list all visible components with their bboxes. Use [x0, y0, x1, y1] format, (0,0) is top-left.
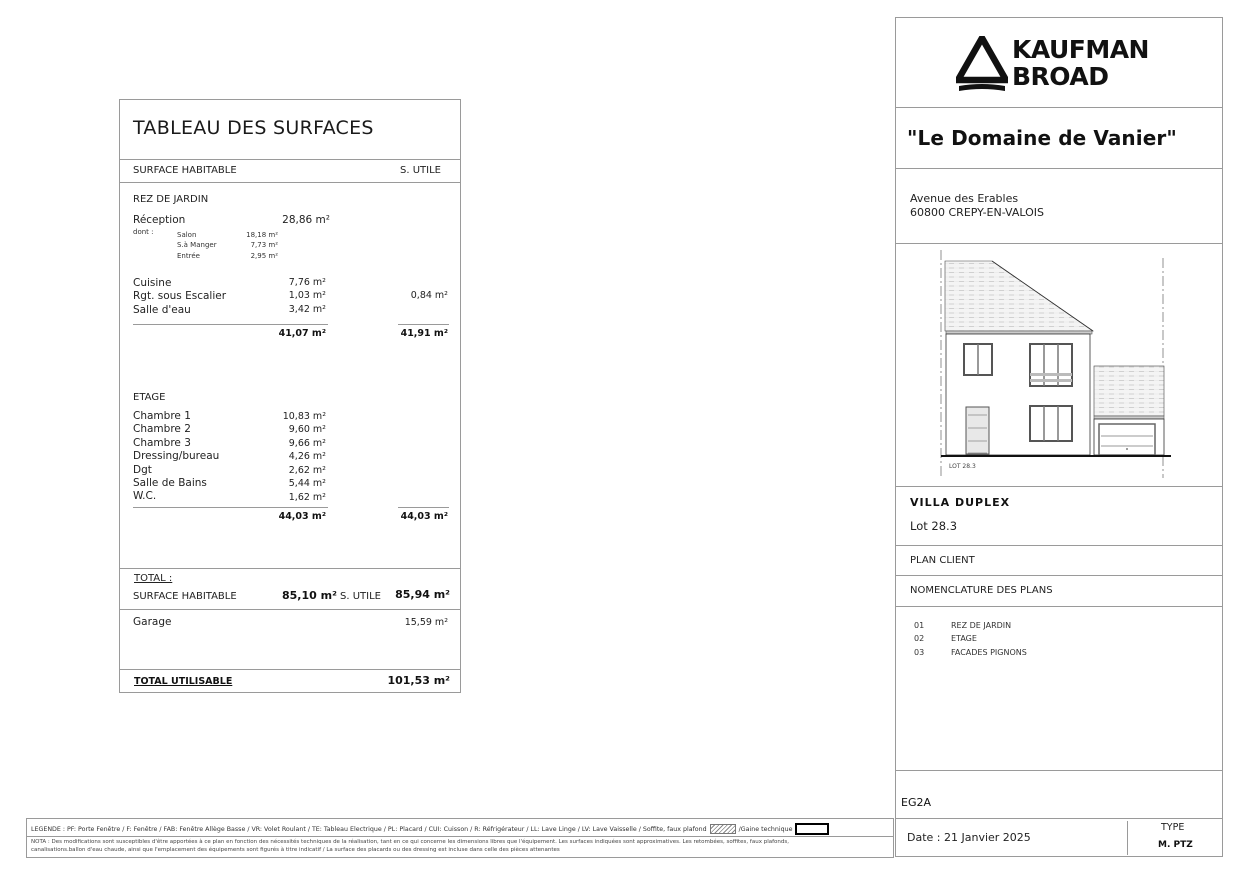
divider — [896, 770, 1222, 771]
header-surface-habitable: SURFACE HABITABLE — [133, 165, 237, 176]
hatch-swatch-icon — [710, 824, 736, 834]
surfaces-title: TABLEAU DES SURFACES — [133, 117, 374, 139]
surfaces-table — [119, 99, 461, 693]
divider — [120, 669, 460, 670]
title-block — [895, 17, 1223, 857]
room-value: 9,66 m² — [288, 438, 326, 449]
divider — [896, 243, 1222, 244]
sub-item-value: 2,95 m² — [250, 252, 278, 260]
nota-line2: canalisations.ballon d'eau chaude, ainsi que l'emplacement des équipements sont figurés à titre indicatif / La surface des placards ou des dressing est incluse dans celle des pièces attenantes — [31, 846, 560, 853]
sub-item-label: S.à Manger — [177, 241, 217, 249]
subtotal-habitable-rdj: 41,07 m² — [278, 328, 326, 339]
room-label: Dgt — [133, 464, 152, 476]
room-label: Chambre 1 — [133, 410, 191, 422]
divider — [896, 486, 1222, 487]
lot-number: Lot 28.3 — [910, 519, 958, 533]
subtotal-rule — [398, 324, 449, 325]
divider — [1127, 821, 1128, 855]
total-label: TOTAL : — [134, 573, 173, 584]
facade-drawing — [932, 246, 1192, 482]
divider — [896, 545, 1222, 546]
total-utile-value: 85,94 m² — [395, 588, 450, 601]
divider — [120, 609, 460, 610]
subtotal-rule — [133, 324, 328, 325]
reception-value: 28,86 m² — [282, 214, 330, 226]
room-label: Chambre 2 — [133, 423, 191, 435]
subtotal-utile-etage: 44,03 m² — [400, 511, 448, 522]
sub-item-value: 18,18 m² — [246, 231, 278, 239]
sub-item-value: 7,73 m² — [250, 241, 278, 249]
room-value: 7,76 m² — [288, 277, 326, 288]
villa-type: VILLA DUPLEX — [910, 496, 1011, 509]
sub-item-label: Entrée — [177, 252, 200, 260]
facade-lot-label: LOT 28.3 — [949, 463, 976, 470]
room-value: 2,62 m² — [288, 465, 326, 476]
nomenclature-num: 01 — [914, 621, 925, 630]
legend-line — [31, 823, 829, 835]
divider — [896, 606, 1222, 607]
room-value: 10,83 m² — [282, 411, 326, 422]
section-rez-de-jardin: REZ DE JARDIN — [133, 194, 209, 205]
subtotal-rule — [398, 507, 449, 508]
room-label: Cuisine — [133, 277, 172, 289]
logo-line1: KAUFMAN — [1012, 35, 1149, 64]
address-line2: 60800 CREPY-EN-VALOIS — [910, 206, 1045, 219]
subtotal-rule — [133, 507, 328, 508]
room-value: 4,26 m² — [288, 451, 326, 462]
project-name: "Le Domaine de Vanier" — [907, 126, 1177, 150]
gaine-label: /Gaine technique — [738, 826, 793, 833]
sub-item-label: Salon — [177, 231, 197, 239]
total-utilisable-value: 101,53 m² — [387, 674, 450, 687]
total-utilisable-label: TOTAL UTILISABLE — [134, 676, 233, 687]
room-value: 1,03 m² — [288, 290, 326, 301]
legend-box — [26, 818, 894, 858]
total-utile-label: S. UTILE — [340, 591, 381, 602]
subtotal-utile-rdj: 41,91 m² — [400, 328, 448, 339]
divider — [120, 159, 460, 160]
reception-label: Réception — [133, 214, 186, 226]
garage-value: 15,59 m² — [404, 617, 448, 628]
nomenclature-item: REZ DE JARDIN — [951, 621, 1012, 630]
room-value: 1,62 m² — [288, 492, 326, 503]
header-s-utile: S. UTILE — [400, 165, 441, 176]
divider — [27, 836, 893, 837]
garage-label: Garage — [133, 616, 172, 628]
address-line1: Avenue des Erables — [910, 192, 1019, 205]
nota-line1: NOTA : Des modifications sont susceptibles d'être apportées à ce plan en fonction des nécessités techniques de la réalisation, tant en ce qui concerne les dimensions libres que l'équipement. Les surfaces indiquées sont approximatives. Les retombées, soffites, faux plafonds, — [31, 839, 789, 845]
divider — [120, 568, 460, 569]
room-value: 3,42 m² — [288, 304, 326, 315]
divider — [896, 107, 1222, 108]
nomenclature-item: ETAGE — [951, 634, 977, 643]
room-utile-value: 0,84 m² — [410, 290, 448, 301]
divider — [896, 168, 1222, 169]
section-etage: ETAGE — [133, 392, 166, 403]
subtotal-habitable-etage: 44,03 m² — [278, 511, 326, 522]
total-habitable-label: SURFACE HABITABLE — [133, 591, 237, 602]
nomenclature-item: FACADES PIGNONS — [951, 648, 1027, 657]
gaine-swatch-icon — [795, 823, 829, 835]
room-value: 9,60 m² — [288, 424, 326, 435]
dont-label: dont : — [133, 228, 154, 236]
plan-date: Date : 21 Janvier 2025 — [907, 831, 1031, 844]
room-label: Chambre 3 — [133, 437, 191, 449]
room-label: W.C. — [133, 490, 157, 502]
logo-line2: BROAD — [1012, 62, 1109, 91]
nomenclature-num: 02 — [914, 634, 925, 643]
divider — [896, 575, 1222, 576]
divider — [896, 818, 1222, 819]
nomenclature-num: 03 — [914, 648, 925, 657]
nota-block — [31, 839, 789, 854]
type-label: TYPE — [1161, 822, 1185, 833]
divider — [120, 182, 460, 183]
kaufman-broad-logo-icon — [956, 36, 1008, 92]
type-value: M. PTZ — [1158, 840, 1193, 850]
room-label: Salle d'eau — [133, 304, 191, 316]
room-value: 5,44 m² — [288, 478, 326, 489]
legend-text: LEGENDE : PF: Porte Fenêtre / F: Fenêtre / FAB: Fenêtre Allège Basse / VR: Volet Roulant / TE: Tableau Electrique / PL: Placard / CUI: Cuisson / R: Réfrigérateur / LL: Lave Linge / LV: Lave Vaisselle / Soffite, faux plafond — [31, 826, 707, 833]
nomenclature-title: NOMENCLATURE DES PLANS — [910, 585, 1053, 596]
plan-type: PLAN CLIENT — [910, 555, 975, 566]
room-label: Rgt. sous Escalier — [133, 290, 227, 302]
room-label: Dressing/bureau — [133, 450, 220, 462]
room-label: Salle de Bains — [133, 477, 207, 489]
plan-code: EG2A — [901, 796, 931, 809]
total-habitable-value: 85,10 m² — [282, 589, 337, 602]
